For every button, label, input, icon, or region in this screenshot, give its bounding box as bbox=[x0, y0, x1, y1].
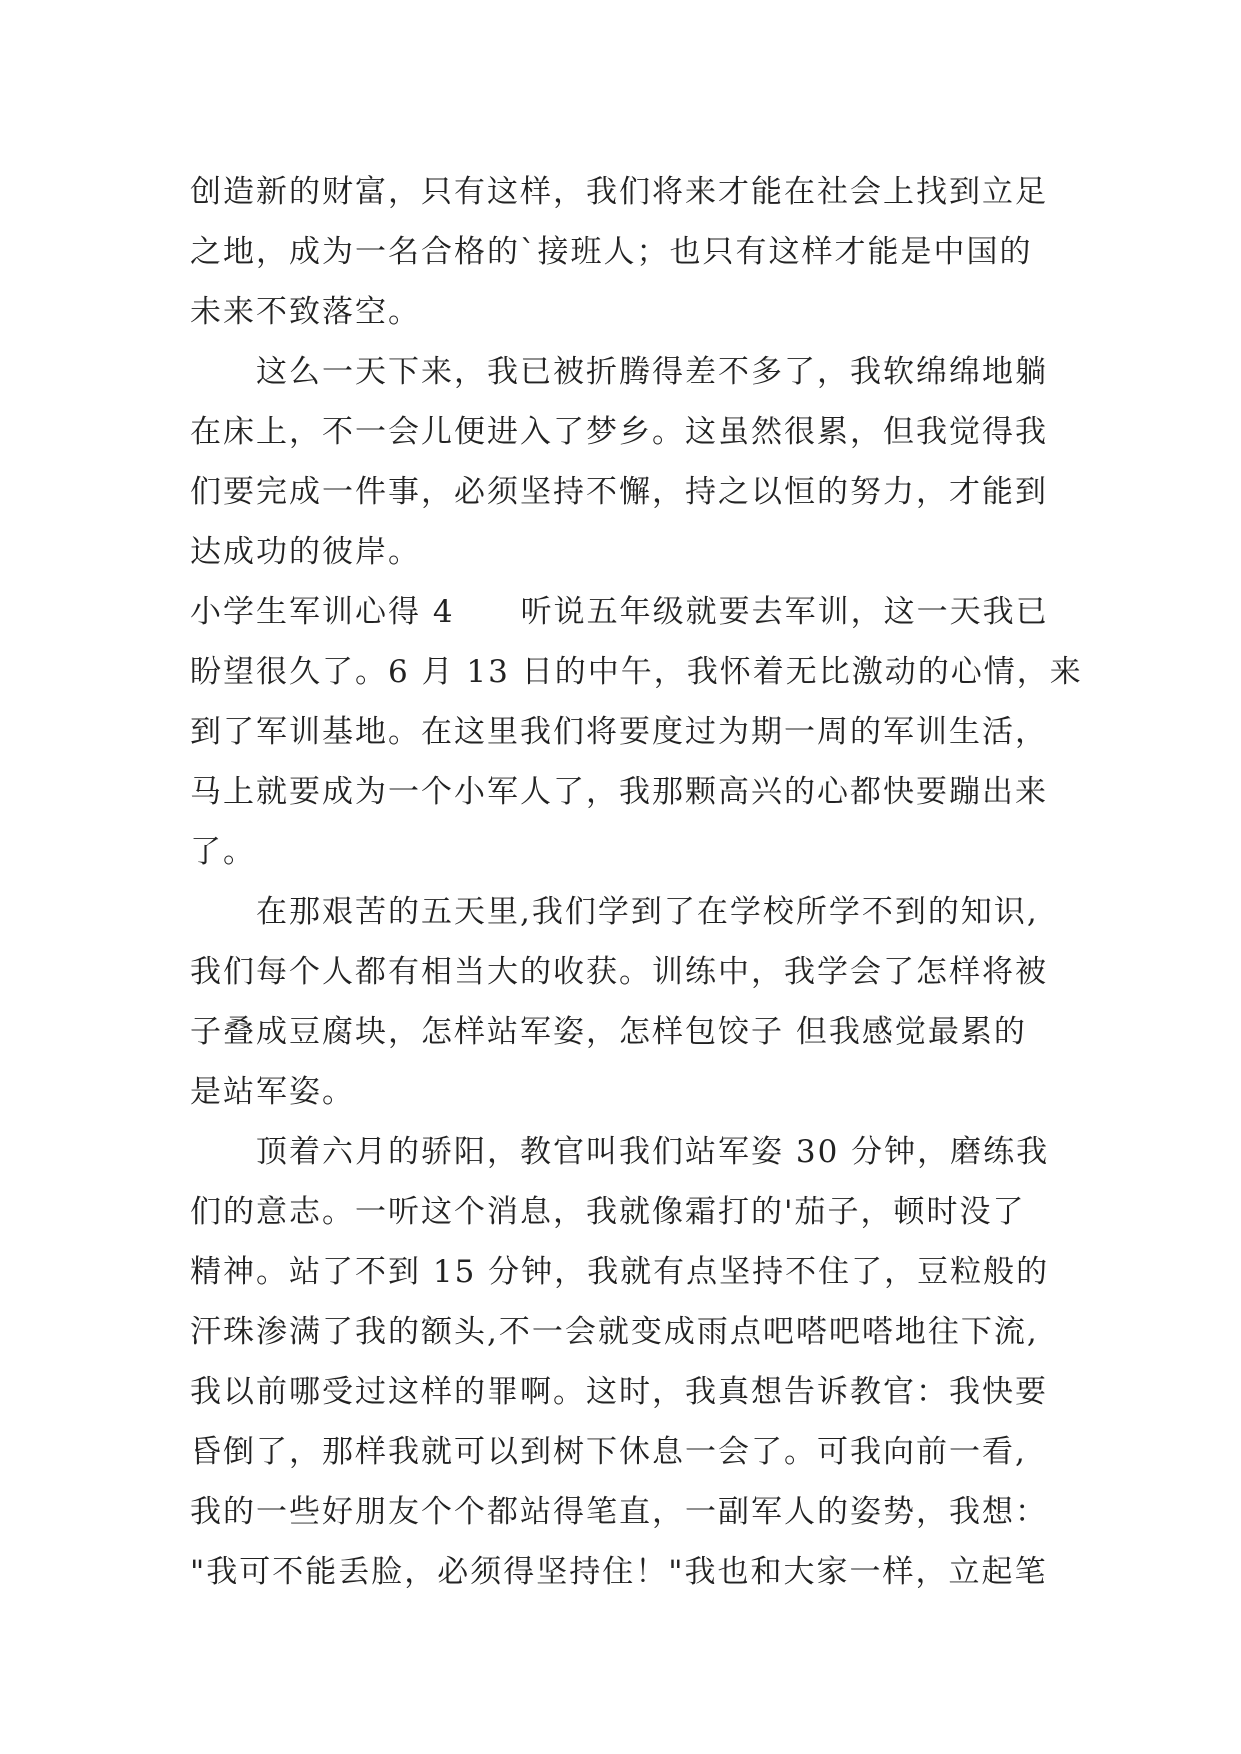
text-line: 们的意志。一听这个消息，我就像霜打的'茄子，顿时没了 bbox=[190, 1194, 1026, 1230]
text-line: 顶着六月的骄阳，教官叫我们站军姿 30 分钟，磨练我 bbox=[190, 1134, 1050, 1170]
text-line: "我可不能丢脸，必须得坚持住！"我也和大家一样，立起笔 bbox=[190, 1554, 1048, 1590]
body-text bbox=[190, 162, 1083, 1602]
text-line: 在那艰苦的五天里,我们学到了在学校所学不到的知识, bbox=[190, 894, 1039, 930]
text-line: 未来不致落空。 bbox=[190, 294, 421, 330]
section-heading-line: 小学生军训心得 4 听说五年级就要去军训，这一天我已 bbox=[190, 594, 1049, 630]
text-line: 我的一些好朋友个个都站得笔直，一副军人的姿势，我想： bbox=[190, 1494, 1048, 1530]
text-line: 昏倒了，那样我就可以到树下休息一会了。可我向前一看, bbox=[190, 1434, 1027, 1470]
text-line: 我们每个人都有相当大的收获。训练中，我学会了怎样将被 bbox=[190, 954, 1048, 990]
text-line: 在床上，不一会儿便进入了梦乡。这虽然很累，但我觉得我 bbox=[190, 414, 1048, 450]
text-line: 汗珠渗满了我的额头,不一会就变成雨点吧嗒吧嗒地往下流, bbox=[190, 1314, 1039, 1350]
text-line: 是站军姿。 bbox=[190, 1074, 355, 1110]
text-line: 到了军训基地。在这里我们将要度过为期一周的军训生活， bbox=[190, 714, 1048, 750]
text-line: 马上就要成为一个小军人了，我那颗高兴的心都快要蹦出来 bbox=[190, 774, 1048, 810]
text-line: 创造新的财富，只有这样，我们将来才能在社会上找到立足 bbox=[190, 174, 1048, 210]
text-line: 们要完成一件事，必须坚持不懈，持之以恒的努力，才能到 bbox=[190, 474, 1048, 510]
text-line: 精神。站了不到 15 分钟，我就有点坚持不住了，豆粒般的 bbox=[190, 1254, 1050, 1290]
text-line: 我以前哪受过这样的罪啊。这时，我真想告诉教官：我快要 bbox=[190, 1374, 1048, 1410]
text-line: 达成功的彼岸。 bbox=[190, 534, 421, 570]
text-line: 之地，成为一名合格的`接班人；也只有这样才能是中国的 bbox=[190, 234, 1033, 270]
text-line: 这么一天下来，我已被折腾得差不多了，我软绵绵地躺 bbox=[190, 354, 1048, 390]
text-line: 了。 bbox=[190, 834, 256, 870]
text-line: 子叠成豆腐块，怎样站军姿，怎样包饺子 但我感觉最累的 bbox=[190, 1014, 1027, 1050]
text-line: 盼望很久了。6 月 13 日的中午，我怀着无比激动的心情，来 bbox=[190, 654, 1083, 690]
